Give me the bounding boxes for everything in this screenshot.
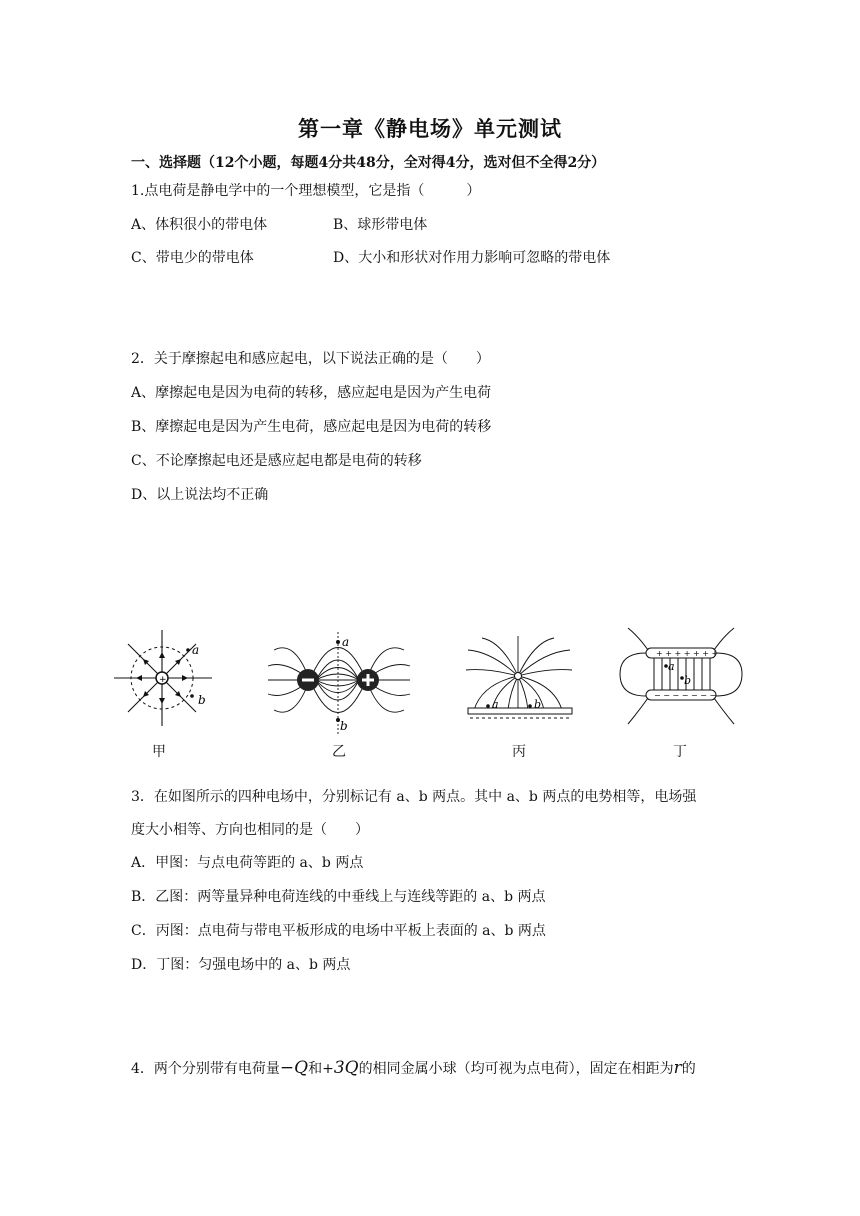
point-b-label: b [340,719,348,733]
q3-option-d: D．丁图：匀强电场中的 a、b 两点 [131,957,351,973]
q2-option-c: C、不论摩擦起电还是感应起电都是电荷的转移 [131,453,422,469]
point-a-label: a [492,698,499,711]
point-b-label: b [198,693,206,707]
q1-stem: 1.点电荷是静电学中的一个理想模型，它是指（ ） [131,183,481,199]
q3-option-b: B．乙图：两等量异种电荷连线的中垂线上与连线等距的 a、b 两点 [131,889,546,905]
svg-text:+ + + + + + +: + + + + + + + [656,649,719,658]
svg-text:+: + [159,675,167,685]
q2-option-d: D、以上说法均不正确 [131,487,269,503]
svg-text:− − − − − − −: − − − − − − − [654,691,717,700]
figure-bing [462,632,578,722]
point-a-label: a [342,635,350,649]
q3-stem-line1: 3．在如图所示的四种电场中，分别标记有 a、b 两点。其中 a、b 两点的电势相等，电场强 [131,789,697,805]
section-heading: 一、选择题（12个小题，每题4分共48分，全对得4分，选对但不全得2分） [131,155,606,171]
figure-label-bing: 丙 [512,744,526,760]
q4-text-4: 的 [681,1061,696,1077]
q1-option-d: D、大小和形状对作用力影响可忽略的带电体 [333,250,611,266]
page-title: 第一章《静电场》单元测试 [298,116,562,141]
q4-charge-2: 3Q [333,1058,359,1078]
q3-option-a: A．甲图：与点电荷等距的 a、b 两点 [131,855,364,871]
figure-ding [618,626,744,734]
q4-text-3: 的相同金属小球（均可视为点电荷），固定在相距为 [358,1061,674,1077]
point-a-label: a [668,660,675,673]
figure-label-yi: 乙 [332,744,346,760]
q3-stem-line2: 度大小相等、方向也相同的是（ ） [131,822,369,838]
q2-option-b: B、摩擦起电是因为产生电荷，感应起电是因为电荷的转移 [131,419,492,435]
point-b-label: b [534,698,542,711]
figure-yi [264,630,414,738]
q3-option-c: C．丙图：点电荷与带电平板形成的电场中平板上表面的 a、b 两点 [131,923,546,939]
q4-charge-1: −Q [279,1058,309,1078]
q1-option-a: A、体积很小的带电体 [131,217,268,233]
point-b-label: b [684,674,692,687]
q4-stem [131,1058,696,1078]
q2-stem: 2．关于摩擦起电和感应起电，以下说法正确的是（ ） [131,351,490,367]
point-a-label: a [192,643,200,657]
figure-label-jia: 甲 [152,744,166,760]
q1-option-b: B、球形带电体 [333,217,428,233]
q4-distance: r [673,1058,682,1078]
q1-option-c: C、带电少的带电体 [131,250,254,266]
q2-option-a: A、摩擦起电是因为电荷的转移，感应起电是因为产生电荷 [131,385,492,401]
figure-jia [108,628,218,728]
q4-text-1: 4．两个分别带有电荷量 [131,1061,280,1077]
figure-label-ding: 丁 [673,744,687,760]
q4-text-2: 和+ [308,1061,334,1077]
